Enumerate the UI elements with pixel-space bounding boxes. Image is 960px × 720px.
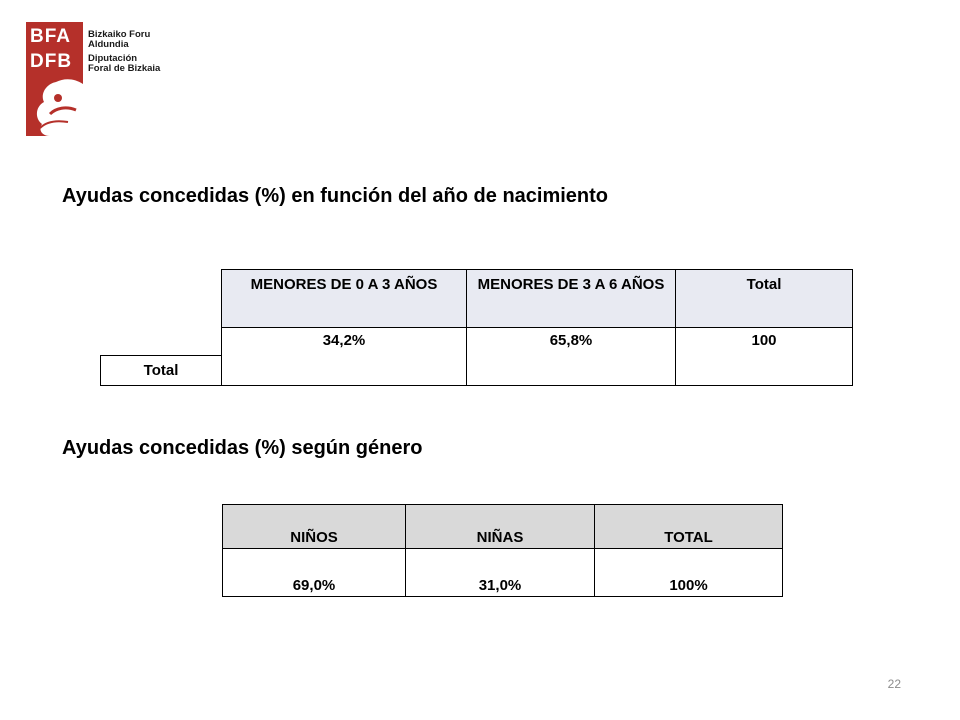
col-header-total: Total: [676, 270, 853, 328]
birth-year-table: [100, 269, 853, 386]
col-header-ninas: NIÑAS: [406, 505, 595, 549]
logo-text-line2: Aldundia: [88, 39, 129, 50]
row-label-total: Total: [101, 356, 222, 386]
section2-title: Ayudas concedidas (%) según género: [62, 437, 423, 459]
page-number: 22: [887, 677, 901, 691]
gender-table: [222, 504, 783, 597]
col-header-0-3: MENORES DE 0 A 3 AÑOS: [222, 270, 467, 328]
row-label-empty: [101, 328, 222, 356]
bfa-logo: [26, 22, 176, 147]
value-total: 100: [676, 328, 853, 386]
value-ninas: 31,0%: [406, 549, 595, 597]
col-header-total: TOTAL: [595, 505, 783, 549]
value-total: 100%: [595, 549, 783, 597]
logo-text-line4: Foral de Bizkaia: [88, 63, 161, 74]
logo-emblem: [26, 22, 83, 136]
oak-leaf-icon: [26, 22, 83, 136]
col-header-ninos: NIÑOS: [223, 505, 406, 549]
table-corner-empty: [101, 270, 222, 328]
section1-title: Ayudas concedidas (%) en función del año de nacimiento: [62, 185, 609, 207]
logo-text-line3: Diputación: [88, 53, 138, 64]
col-header-3-6: MENORES DE 3 A 6 AÑOS: [467, 270, 676, 328]
logo-text-line1: Bizkaiko Foru: [88, 29, 151, 40]
logo-abbr-top: BFA: [30, 26, 71, 47]
value-ninos: 69,0%: [223, 549, 406, 597]
value-3-6: 65,8%: [467, 328, 676, 386]
value-0-3: 34,2%: [222, 328, 467, 386]
logo-abbr-bottom: DFB: [30, 51, 73, 72]
